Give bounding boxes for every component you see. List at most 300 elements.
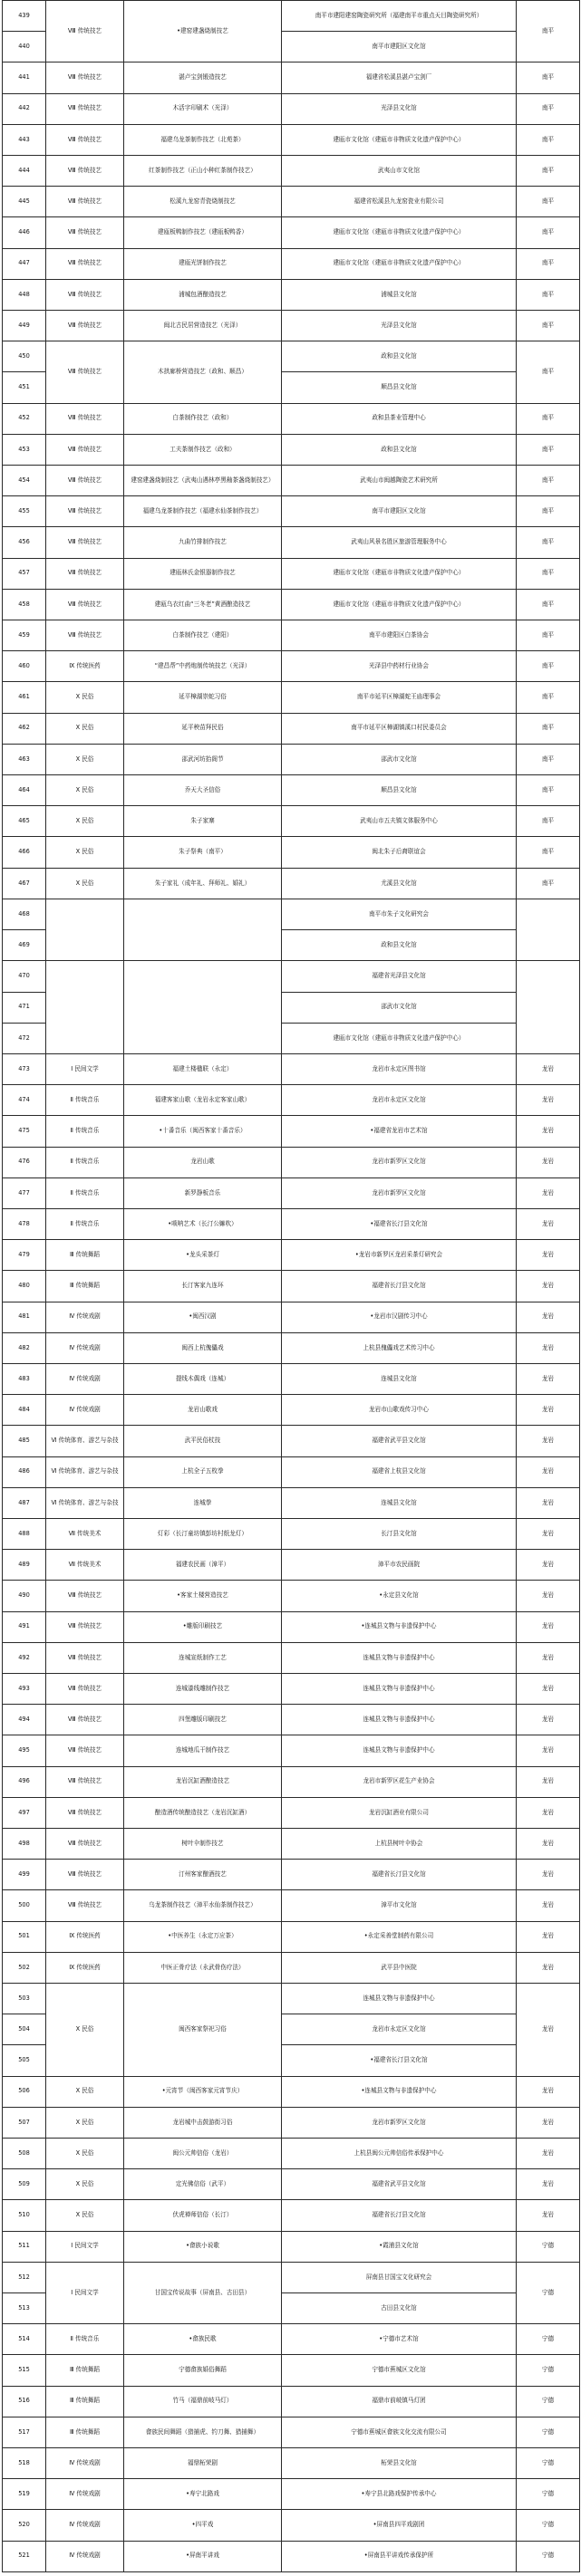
cell-name: 甘国宝传说故事（屏南县、古田县） [124, 2262, 282, 2323]
cell-city: 宁德 [517, 2417, 580, 2447]
cell-name: 木拱廊桥营造技艺（政和、顺昌） [124, 341, 282, 403]
cell-name: 红茶制作技艺（正山小种红茶制作技艺） [124, 156, 282, 187]
cell-no: 485 [3, 1426, 46, 1456]
table-row [3, 1518, 580, 1549]
table-row [3, 1705, 580, 1735]
cell-unit: 尤溪县文化馆 [282, 868, 517, 899]
cell-city: 南平 [517, 713, 580, 744]
cell-cat: Ⅹ 民俗 [46, 744, 124, 774]
cell-cat: Ⅹ 民俗 [46, 775, 124, 806]
cell-unit: •连城县文物与非遗保护中心 [282, 1611, 517, 1642]
cell-cat: Ⅹ 民俗 [46, 2076, 124, 2107]
cell-no: 494 [3, 1705, 46, 1735]
cell-name: •畲族民歌 [124, 2324, 282, 2355]
table-row [3, 744, 580, 774]
table-row [3, 1797, 580, 1828]
cell-unit: 福建省松溪县九龙窑瓷业有限公司 [282, 187, 517, 217]
cell-unit: 龙岩市永定区文化馆 [282, 1085, 517, 1116]
cell-no: 440 [3, 32, 46, 62]
cell-no: 466 [3, 837, 46, 868]
cell-no: 505 [3, 2045, 46, 2076]
cell-cat: Ⅷ 传统技艺 [46, 496, 124, 527]
cell-cat: Ⅵ 传统体育、游艺与杂技 [46, 1487, 124, 1518]
cell-unit: 武夷山市闽越陶瓷艺术研究所 [282, 466, 517, 496]
cell-cat: Ⅸ 传统医药 [46, 651, 124, 682]
cell-no: 473 [3, 1053, 46, 1084]
cell-cat: Ⅲ 传统舞蹈 [46, 1271, 124, 1302]
cell-cat: Ⅰ 民间文学 [46, 2262, 124, 2323]
cell-name: 伏虎禅师信俗（长汀） [124, 2200, 282, 2231]
cell-city: 龙岩 [517, 2107, 580, 2138]
cell-name: •中医养生（永定万应茶） [124, 1921, 282, 1952]
cell-no: 506 [3, 2076, 46, 2107]
cell-cat: Ⅱ 传统音乐 [46, 1085, 124, 1116]
cell-name: 龙岩山歌戏 [124, 1395, 282, 1426]
table-row [3, 1363, 580, 1394]
cell-unit: 光泽县文化馆 [282, 311, 517, 341]
cell-unit: 政和县茶业管理中心 [282, 403, 517, 434]
table-row [3, 713, 580, 744]
cell-name: 浦城包酒酿造技艺 [124, 279, 282, 310]
cell-no: 508 [3, 2139, 46, 2169]
cell-name: 白茶制作技艺（建阳） [124, 620, 282, 651]
cell-unit: 龙岩市永定区图书馆 [282, 1053, 517, 1084]
cell-no: 479 [3, 1240, 46, 1271]
cell-cat: Ⅷ 传统技艺 [46, 1581, 124, 1611]
table-row [3, 620, 580, 651]
cell-cat: Ⅸ 传统医药 [46, 1921, 124, 1952]
cell-city: 南平 [517, 279, 580, 310]
cell-cat: Ⅹ 民俗 [46, 806, 124, 837]
cell-unit: 政和县文化馆 [282, 341, 517, 372]
cell-city: 龙岩 [517, 2076, 580, 2107]
table-row [3, 279, 580, 310]
table-row [3, 2448, 580, 2479]
cell-city: 南平 [517, 434, 580, 465]
cell-city: 龙岩 [517, 1116, 580, 1147]
cell-city: 龙岩 [517, 1147, 580, 1177]
table-row [3, 2139, 580, 2169]
cell-city: 宁德 [517, 2510, 580, 2541]
cell-name: 畲族民间舞蹈（猎捕虎、钓刀舞、猎捕舞） [124, 2417, 282, 2447]
cell-no: 451 [3, 372, 46, 403]
cell-no: 519 [3, 2479, 46, 2510]
cell-name: 定光佛信俗（武平） [124, 2169, 282, 2200]
table-row [3, 1395, 580, 1426]
cell-city: 龙岩 [517, 1581, 580, 1611]
cell-name: 建瓯光饼制作技艺 [124, 248, 282, 279]
cell-no: 450 [3, 341, 46, 372]
cell-unit: 连城县文化馆 [282, 1487, 517, 1518]
table-row [3, 1147, 580, 1177]
cell-cat: Ⅷ 传统技艺 [46, 1860, 124, 1890]
cell-unit: 龙岩沉缸酒业有限公司 [282, 1797, 517, 1828]
cell-city: 南平 [517, 62, 580, 93]
cell-city: 南平 [517, 682, 580, 713]
cell-city [517, 899, 580, 960]
table-row [3, 1487, 580, 1518]
cell-no: 461 [3, 682, 46, 713]
cell-name: •屏南平讲戏 [124, 2541, 282, 2571]
cell-cat: Ⅶ 传统美术 [46, 1550, 124, 1581]
cell-no: 516 [3, 2386, 46, 2417]
cell-city: 龙岩 [517, 1735, 580, 1766]
cell-cat: Ⅷ 传统技艺 [46, 527, 124, 558]
table-row [3, 2107, 580, 2138]
cell-cat: Ⅷ 传统技艺 [46, 558, 124, 589]
cell-city: 龙岩 [517, 1705, 580, 1735]
cell-name: 上杭全子五枚拳 [124, 1456, 282, 1487]
cell-no: 448 [3, 279, 46, 310]
cell-cat [46, 899, 124, 960]
cell-unit: •寿宁县北路戏保护传承中心 [282, 2479, 517, 2510]
table-row [3, 1984, 580, 2014]
cell-unit: 宁德市蕉城区文化馆 [282, 2355, 517, 2386]
cell-name [124, 961, 282, 1054]
cell-unit: 龙岩市永定区文化馆 [282, 2014, 517, 2045]
table-row [3, 2510, 580, 2541]
cell-no: 474 [3, 1085, 46, 1116]
cell-name: 木活字印刷术（光泽） [124, 93, 282, 124]
cell-cat: Ⅷ 传统技艺 [46, 62, 124, 93]
table-row [3, 2386, 580, 2417]
cell-name: 长汀客家九连环 [124, 1271, 282, 1302]
cell-cat [46, 961, 124, 1054]
cell-cat: Ⅲ 传统舞蹈 [46, 2355, 124, 2386]
cell-unit: •屏南县四平戏剧团 [282, 2510, 517, 2541]
cell-unit: 福鼎市前岐镇马灯团 [282, 2386, 517, 2417]
cell-no: 447 [3, 248, 46, 279]
cell-name: 工夫茶制作技艺（政和） [124, 434, 282, 465]
cell-unit: 浦城县文化馆 [282, 279, 517, 310]
table-row [3, 527, 580, 558]
cell-city: 宁德 [517, 2386, 580, 2417]
cell-city: 龙岩 [517, 1271, 580, 1302]
cell-cat: Ⅹ 民俗 [46, 2139, 124, 2169]
table-row [3, 1921, 580, 1952]
cell-no: 462 [3, 713, 46, 744]
cell-name: 福建土楼楹联（永定） [124, 1053, 282, 1084]
cell-unit: 上杭县闽公元帅信俗传承保护中心 [282, 2139, 517, 2169]
cell-cat: Ⅳ 传统戏剧 [46, 2448, 124, 2479]
cell-cat: Ⅳ 传统戏剧 [46, 1332, 124, 1363]
table-row [3, 1085, 580, 1116]
cell-unit: 福建省光泽县文化馆 [282, 961, 517, 992]
cell-name: •闽西汉剧 [124, 1302, 282, 1332]
cell-unit: 长汀县文化馆 [282, 1518, 517, 1549]
cell-cat: Ⅹ 民俗 [46, 2169, 124, 2200]
cell-city: 龙岩 [517, 1797, 580, 1828]
cell-no: 464 [3, 775, 46, 806]
cell-city: 南平 [517, 527, 580, 558]
cell-unit: 邵武市文化馆 [282, 744, 517, 774]
cell-cat: Ⅵ 传统体育、游艺与杂技 [46, 1456, 124, 1487]
table-row [3, 1177, 580, 1208]
cell-no: 486 [3, 1456, 46, 1487]
cell-city: 龙岩 [517, 1426, 580, 1456]
table-row [3, 341, 580, 372]
cell-unit: 福建省武平县文化馆 [282, 2169, 517, 2200]
cell-city: 南平 [517, 466, 580, 496]
cell-cat: Ⅹ 民俗 [46, 713, 124, 744]
cell-no: 518 [3, 2448, 46, 2479]
cell-unit: 武夷山市文化馆 [282, 156, 517, 187]
cell-no: 488 [3, 1518, 46, 1549]
cell-unit: •永定县文化馆 [282, 1581, 517, 1611]
cell-unit: 建瓯市文化馆（建瓯市非物质文化遗产保护中心） [282, 558, 517, 589]
cell-city: 龙岩 [517, 1208, 580, 1239]
cell-name: 湛卢宝剑锻造技艺 [124, 62, 282, 93]
cell-name: 建瓯乌衣红曲“三冬老”黄酒酿造技艺 [124, 589, 282, 620]
cell-no: 511 [3, 2231, 46, 2262]
table-row [3, 2417, 580, 2447]
table-row [3, 434, 580, 465]
cell-unit: 光泽县中药材行业协会 [282, 651, 517, 682]
cell-name: 延平秧苗拜民俗 [124, 713, 282, 744]
cell-unit: 古田县文化馆 [282, 2293, 517, 2324]
cell-no: 471 [3, 992, 46, 1023]
cell-city: 龙岩 [517, 1766, 580, 1797]
cell-name: •元宵节（闽西客家元宵节庆） [124, 2076, 282, 2107]
cell-city: 宁德 [517, 2262, 580, 2323]
cell-city: 龙岩 [517, 1642, 580, 1673]
cell-no: 503 [3, 1984, 46, 2014]
cell-name: 竹马（福鼎前岐马灯） [124, 2386, 282, 2417]
table-row [3, 93, 580, 124]
cell-city: 龙岩 [517, 1332, 580, 1363]
cell-name: 邵武河坊抬阁节 [124, 744, 282, 774]
cell-unit: 福建省武平县文化馆 [282, 1426, 517, 1456]
cell-city: 龙岩 [517, 1177, 580, 1208]
cell-name: 闽公元帅信俗（龙岩） [124, 2139, 282, 2169]
table-row [3, 248, 580, 279]
cell-no: 460 [3, 651, 46, 682]
cell-name: 福建乌龙茶制作技艺（北苑茶） [124, 124, 282, 155]
cell-no: 444 [3, 156, 46, 187]
cell-cat: Ⅹ 民俗 [46, 1984, 124, 2077]
table-row [3, 806, 580, 837]
cell-no: 478 [3, 1208, 46, 1239]
cell-no: 457 [3, 558, 46, 589]
cell-city: 龙岩 [517, 1890, 580, 1921]
cell-cat: Ⅷ 传统技艺 [46, 1611, 124, 1642]
cell-city: 龙岩 [517, 1984, 580, 2077]
cell-name: 松溪九龙窑青瓷烧制技艺 [124, 187, 282, 217]
cell-cat: Ⅰ 民间文学 [46, 2231, 124, 2262]
cell-name: 中医正骨疗法（永武骨伤疗法） [124, 1952, 282, 1983]
cell-cat: Ⅷ 传统技艺 [46, 187, 124, 217]
cell-name: •十番音乐（闽西客家十番音乐） [124, 1116, 282, 1147]
cell-cat: Ⅷ 传统技艺 [46, 1797, 124, 1828]
cell-name: •寿宁北路戏 [124, 2479, 282, 2510]
cell-name: •畲族小说歌 [124, 2231, 282, 2262]
table-row [3, 1332, 580, 1363]
cell-name: 宁德畲族婚俗舞蹈 [124, 2355, 282, 2386]
table-row [3, 1053, 580, 1084]
table-row [3, 1860, 580, 1890]
cell-no: 490 [3, 1581, 46, 1611]
cell-city: 龙岩 [517, 1673, 580, 1704]
cell-no: 443 [3, 124, 46, 155]
table-row [3, 496, 580, 527]
cell-name: 建瓯林氏金银器制作技艺 [124, 558, 282, 589]
cell-name: •龙头采茶灯 [124, 1240, 282, 1271]
cell-unit: 南平市建阳区文化馆 [282, 32, 517, 62]
cell-cat: Ⅹ 民俗 [46, 868, 124, 899]
cell-unit: 龙岩市新罗区文化馆 [282, 1147, 517, 1177]
cell-city: 南平 [517, 187, 580, 217]
cell-city: 龙岩 [517, 1921, 580, 1952]
cell-unit: •宁德市艺术馆 [282, 2324, 517, 2355]
cell-name: •建窑建盏烧制技艺 [124, 1, 282, 62]
cell-cat: Ⅳ 传统戏剧 [46, 2479, 124, 2510]
table-row [3, 1581, 580, 1611]
cell-cat: Ⅷ 传统技艺 [46, 1642, 124, 1673]
table-row [3, 1116, 580, 1147]
cell-name: 朱子家寨 [124, 806, 282, 837]
cell-no: 517 [3, 2417, 46, 2447]
cell-no: 487 [3, 1487, 46, 1518]
table-row [3, 868, 580, 899]
cell-cat: Ⅷ 传统技艺 [46, 217, 124, 248]
cell-cat: Ⅳ 传统戏剧 [46, 1302, 124, 1332]
table-row [3, 1735, 580, 1766]
cell-unit: 武夷山风景名胜区旅游管理服务中心 [282, 527, 517, 558]
cell-unit: 连城县文物与非遗保护中心 [282, 1642, 517, 1673]
table-row [3, 311, 580, 341]
cell-unit: 顺昌县文化馆 [282, 372, 517, 403]
cell-name: 龙岩山歌 [124, 1147, 282, 1177]
cell-unit: 连城县文物与非遗保护中心 [282, 1984, 517, 2014]
heritage-table [2, 0, 580, 2572]
cell-name: “建昌帮”中药炮制传统技艺（光泽） [124, 651, 282, 682]
cell-cat: Ⅷ 传统技艺 [46, 1673, 124, 1704]
cell-name: 灯彩（长汀童坊镇彭坊村纸龙灯） [124, 1518, 282, 1549]
cell-no: 521 [3, 2541, 46, 2571]
cell-no: 458 [3, 589, 46, 620]
cell-no: 442 [3, 93, 46, 124]
cell-name: •四平戏 [124, 2510, 282, 2541]
cell-unit: 建瓯市文化馆（建瓯市非物质文化遗产保护中心） [282, 124, 517, 155]
cell-city: 南平 [517, 806, 580, 837]
cell-name: 四堡雕版印刷技艺 [124, 1705, 282, 1735]
cell-unit: 福建省长汀县文化馆 [282, 1860, 517, 1890]
cell-cat: Ⅰ 民间文学 [46, 1053, 124, 1084]
table-row [3, 187, 580, 217]
cell-unit: 上杭县傀儡戏艺术传习中心 [282, 1332, 517, 1363]
cell-city: 龙岩 [517, 1860, 580, 1890]
cell-city: 龙岩 [517, 2200, 580, 2231]
cell-city: 龙岩 [517, 1518, 580, 1549]
cell-city: 宁德 [517, 2324, 580, 2355]
cell-no: 454 [3, 466, 46, 496]
cell-cat: Ⅹ 民俗 [46, 682, 124, 713]
table-row [3, 1426, 580, 1456]
table-row [3, 1642, 580, 1673]
table-row [3, 1952, 580, 1983]
cell-no: 512 [3, 2262, 46, 2292]
cell-unit: •连城县文物与非遗保护中心 [282, 2076, 517, 2107]
cell-cat: Ⅳ 传统戏剧 [46, 2510, 124, 2541]
cell-no: 496 [3, 1766, 46, 1797]
table-row [3, 2355, 580, 2386]
cell-no: 480 [3, 1271, 46, 1302]
table-row [3, 2231, 580, 2262]
cell-cat: Ⅱ 传统音乐 [46, 2324, 124, 2355]
table-row [3, 2169, 580, 2200]
cell-unit: 连城县文物与非遗保护中心 [282, 1705, 517, 1735]
cell-name: 连城拳 [124, 1487, 282, 1518]
cell-city: 南平 [517, 589, 580, 620]
cell-unit: 福建省长汀县文化馆 [282, 1271, 517, 1302]
cell-city: 龙岩 [517, 1550, 580, 1581]
cell-no: 465 [3, 806, 46, 837]
cell-city: 南平 [517, 248, 580, 279]
cell-unit: 连城县文物与非遗保护中心 [282, 1735, 517, 1766]
cell-unit: •屏南县平讲戏传承保护所 [282, 2541, 517, 2571]
cell-cat: Ⅱ 传统音乐 [46, 1177, 124, 1208]
cell-no: 482 [3, 1332, 46, 1363]
cell-no: 513 [3, 2293, 46, 2324]
cell-city: 龙岩 [517, 1456, 580, 1487]
cell-no: 467 [3, 868, 46, 899]
cell-no: 483 [3, 1363, 46, 1394]
table-row [3, 1271, 580, 1302]
cell-unit: 南平市朱子文化研究会 [282, 899, 517, 929]
cell-cat: Ⅵ 传统体育、游艺与杂技 [46, 1426, 124, 1456]
cell-unit: 漳平市文化馆 [282, 1890, 517, 1921]
table-row [3, 1208, 580, 1239]
table-row [3, 1673, 580, 1704]
cell-cat: Ⅷ 传统技艺 [46, 1890, 124, 1921]
cell-cat: Ⅷ 传统技艺 [46, 341, 124, 403]
cell-city: 龙岩 [517, 2139, 580, 2169]
table-row [3, 1456, 580, 1487]
cell-no: 456 [3, 527, 46, 558]
table-row [3, 2076, 580, 2107]
cell-city: 宁德 [517, 2231, 580, 2262]
cell-unit: •福建省长汀县文化馆 [282, 1208, 517, 1239]
cell-unit: 武夷山市五夫镇文体服务中心 [282, 806, 517, 837]
cell-no: 468 [3, 899, 46, 929]
cell-no: 504 [3, 2014, 46, 2045]
cell-city: 龙岩 [517, 1085, 580, 1116]
cell-no: 515 [3, 2355, 46, 2386]
cell-no: 497 [3, 1797, 46, 1828]
cell-city: 南平 [517, 651, 580, 682]
cell-cat: Ⅷ 传统技艺 [46, 1, 124, 62]
cell-no: 493 [3, 1673, 46, 1704]
cell-no: 507 [3, 2107, 46, 2138]
cell-city: 宁德 [517, 2355, 580, 2386]
cell-name: 连城地瓜干制作技艺 [124, 1735, 282, 1766]
table-row [3, 1, 580, 32]
cell-cat: Ⅷ 传统技艺 [46, 311, 124, 341]
cell-unit: 宁德市蕉城区畲族文化交流有限公司 [282, 2417, 517, 2447]
cell-unit: •龙岩市新罗区龙岩采茶灯研究会 [282, 1240, 517, 1271]
cell-city: 龙岩 [517, 1952, 580, 1983]
cell-name: 福建农民画（漳平） [124, 1550, 282, 1581]
cell-no: 459 [3, 620, 46, 651]
cell-city: 龙岩 [517, 1302, 580, 1332]
cell-unit: •福建省龙岩市艺术馆 [282, 1116, 517, 1147]
cell-city: 南平 [517, 311, 580, 341]
cell-city: 龙岩 [517, 1240, 580, 1271]
cell-name: 乔天大圣信俗 [124, 775, 282, 806]
cell-no: 514 [3, 2324, 46, 2355]
table-row [3, 899, 580, 929]
cell-name: 武平民俗杖技 [124, 1426, 282, 1456]
